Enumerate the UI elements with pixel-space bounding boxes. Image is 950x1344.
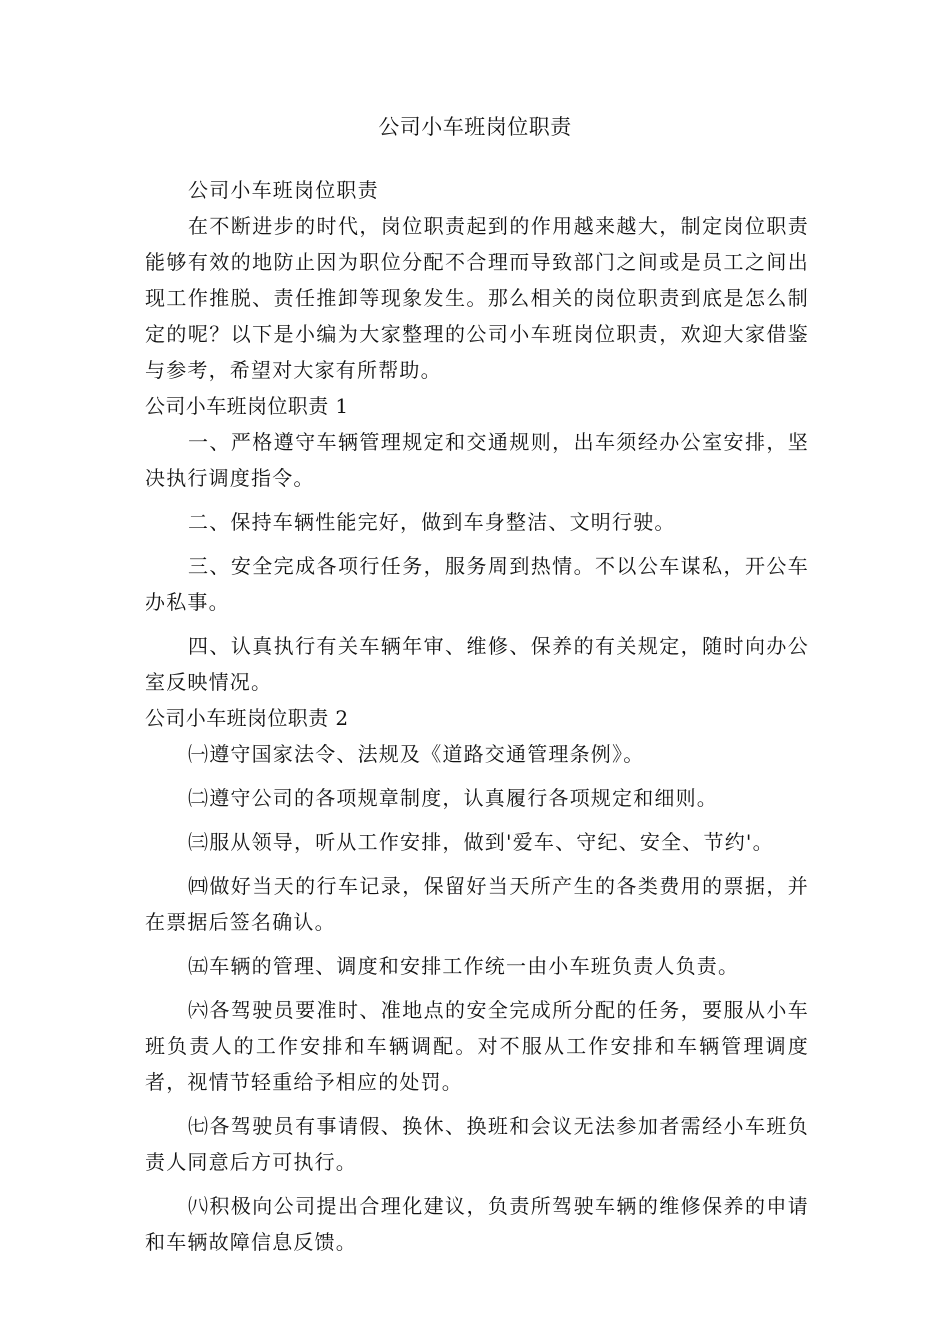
- duty-item: ㈠遵守国家法令、法规及《道路交通管理条例》。: [188, 742, 645, 766]
- duty-item: ㈢服从领导，听从工作安排，做到'爱车、守纪、安全、节约'。: [188, 830, 774, 854]
- duty-item: ㈡遵守公司的各项规章制度，认真履行各项规定和细则。: [188, 786, 718, 810]
- document-subtitle: 公司小车班岗位职责: [188, 178, 379, 202]
- duty-item: 二、保持车辆性能完好，做到车身整洁、文明行驶。: [188, 510, 676, 534]
- duty-item: 一、严格遵守车辆管理规定和交通规则，出车须经办公室安排，坚决执行调度指令。: [145, 430, 809, 490]
- section-heading-1: 公司小车班岗位职责 1: [145, 394, 349, 418]
- section-heading-2: 公司小车班岗位职责 2: [145, 706, 349, 730]
- duty-item: 三、安全完成各项行任务，服务周到热情。不以公车谋私，开公车办私事。: [145, 554, 809, 614]
- duty-item: 四、认真执行有关车辆年审、维修、保养的有关规定，随时向办公室反映情况。: [145, 634, 809, 694]
- duty-item: ㈤车辆的管理、调度和安排工作统一由小车班负责人负责。: [188, 954, 740, 978]
- duty-item: ㈦各驾驶员有事请假、换休、换班和会议无法参加者需经小车班负责人同意后方可执行。: [145, 1114, 809, 1174]
- duty-item: ㈧积极向公司提出合理化建议，负责所驾驶车辆的维修保养的申请和车辆故障信息反馈。: [145, 1194, 809, 1254]
- intro-paragraph: 在不断进步的时代，岗位职责起到的作用越来越大，制定岗位职责能够有效的地防止因为职位分配不合理而导致部门之间或是员工之间出现工作推脱、责任推卸等现象发生。那么相关的岗位职责到底是怎么制定的呢？以下是小编为大家整理的公司小车班岗位职责，欢迎大家借鉴与参考，希望对大家有所帮助。: [145, 214, 809, 382]
- duty-item: ㈣做好当天的行车记录，保留好当天所产生的各类费用的票据，并在票据后签名确认。: [145, 874, 809, 934]
- document-title: 公司小车班岗位职责: [378, 115, 572, 139]
- duty-item: ㈥各驾驶员要准时、准地点的安全完成所分配的任务，要服从小车班负责人的工作安排和车辆调配。对不服从工作安排和车辆管理调度者，视情节轻重给予相应的处罚。: [145, 998, 809, 1094]
- document-body: [145, 172, 809, 1260]
